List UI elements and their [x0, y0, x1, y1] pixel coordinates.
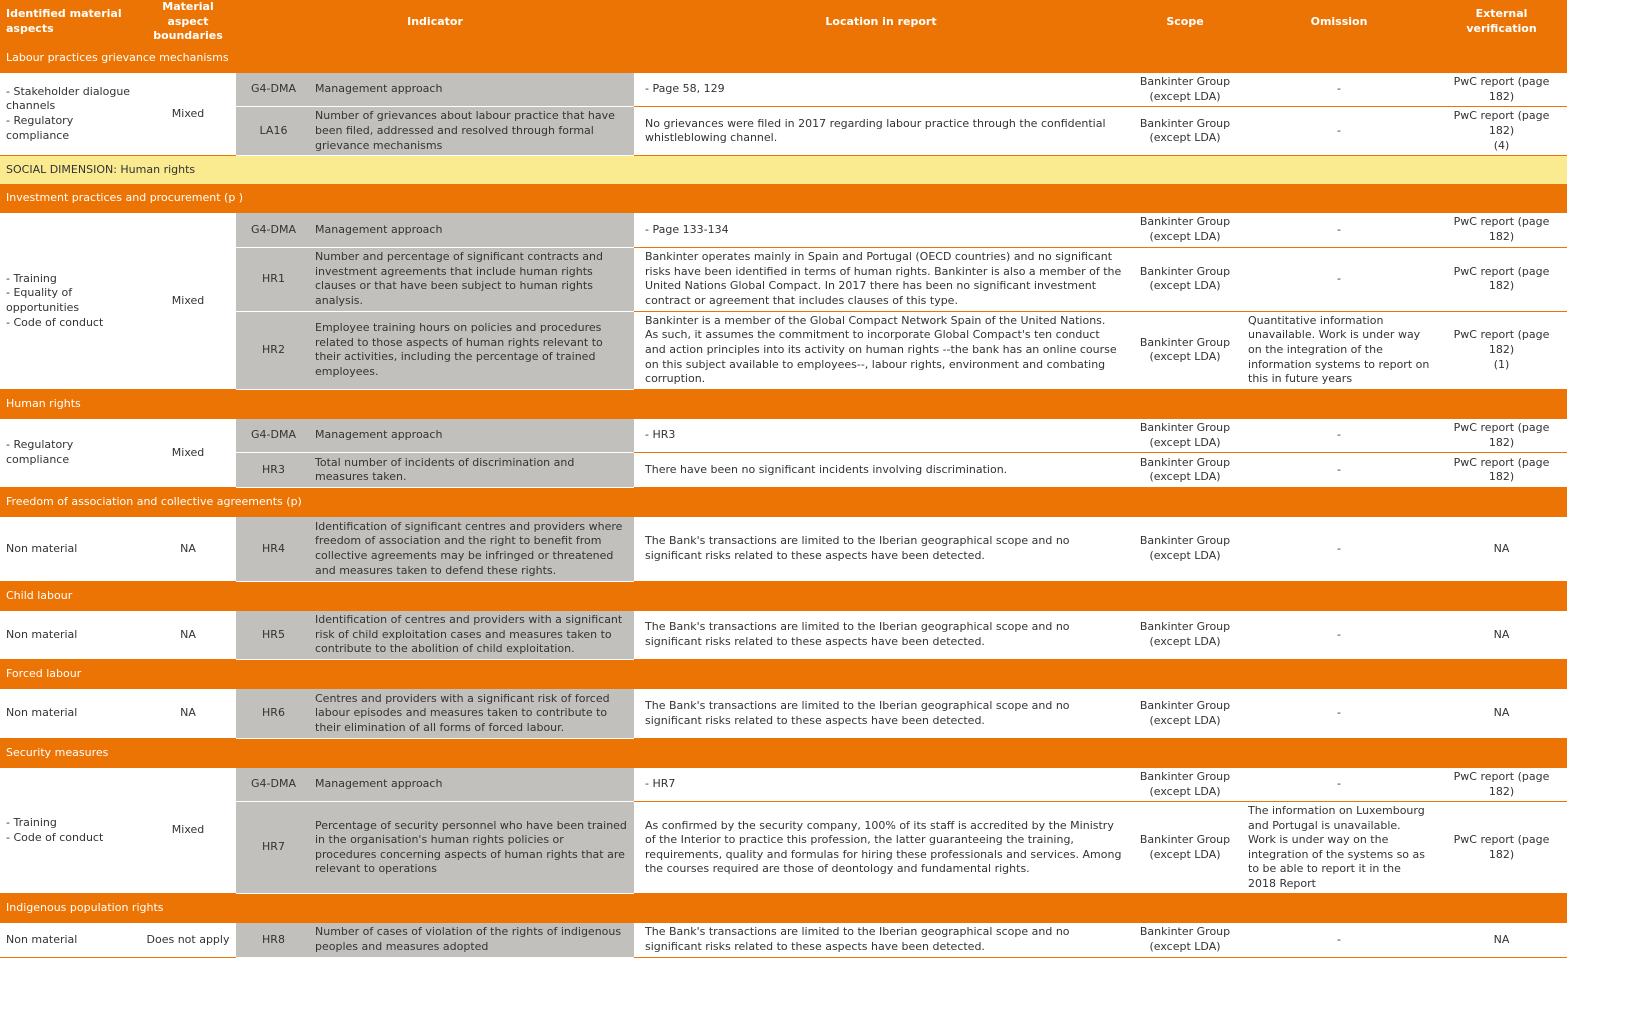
- indicator-description: Identification of significant centres and providers where freedom of association and the right to benefit from collective agreements may be infringed or threatened and measures taken to defend these rights.: [311, 517, 634, 581]
- boundary-cell: Mixed: [140, 419, 236, 488]
- section-row: [0, 389, 1567, 419]
- scope-cell: [1128, 768, 1242, 802]
- verification-cell: PwC report (page 182): [1436, 247, 1567, 311]
- omission-cell: -: [1242, 923, 1436, 957]
- report-location: The Bank's transactions are limited to the Iberian geographical scope and no significant risks related to these aspects have been detected.: [634, 611, 1128, 660]
- scope-line: (except LDA): [1149, 279, 1221, 293]
- report-location: - Page 133-134: [634, 213, 1128, 247]
- scope-line: Bankinter Group: [1139, 833, 1231, 847]
- aspect-item: - Code of conduct: [6, 315, 104, 329]
- verification-cell: [1436, 311, 1567, 389]
- scope-line: (except LDA): [1149, 713, 1221, 727]
- verification-cell: PwC report (page 182): [1436, 213, 1567, 247]
- scope-line: Bankinter Group: [1139, 420, 1231, 434]
- indicator-description: Number of grievances about labour practice that have been filed, addressed and resolved through formal grievance mechanisms: [311, 107, 634, 156]
- section-row: [0, 581, 1567, 611]
- aspect-item: - Training: [6, 271, 57, 285]
- section-row: [0, 488, 1567, 518]
- boundary-cell: Mixed: [140, 73, 236, 156]
- material-aspects-cell: [0, 73, 140, 156]
- section-title: Forced labour: [0, 660, 1567, 690]
- header-location: Location in report: [634, 0, 1128, 44]
- scope-cell: [1128, 453, 1242, 488]
- report-location: - HR3: [634, 419, 1128, 453]
- report-location: The Bank's transactions are limited to the Iberian geographical scope and no significant risks related to these aspects have been detected.: [634, 923, 1128, 957]
- scope-line: Bankinter Group: [1139, 534, 1231, 548]
- scope-line: (except LDA): [1149, 847, 1221, 861]
- indicator-code: HR5: [236, 611, 311, 660]
- indicator-description: Employee training hours on policies and procedures related to those aspects of human rights relevant to their activities, including the percentage of trained employees.: [311, 311, 634, 389]
- indicator-description: Centres and providers with a significant risk of forced labour episodes and measures taken to contribute to their elimination of all forms of forced labour.: [311, 689, 634, 738]
- scope-cell: [1128, 311, 1242, 389]
- scope-cell: [1128, 213, 1242, 247]
- section-row: [0, 738, 1567, 768]
- header-omission: Omission: [1242, 0, 1436, 44]
- header-indicator: Indicator: [236, 0, 634, 44]
- aspect-item: - Code of conduct: [6, 830, 104, 844]
- section-title: Child labour: [0, 581, 1567, 611]
- material-aspects-cell: [0, 213, 140, 389]
- indicator-code: G4-DMA: [236, 213, 311, 247]
- scope-line: (except LDA): [1149, 131, 1221, 145]
- indicator-code: HR1: [236, 247, 311, 311]
- verification-cell: NA: [1436, 517, 1567, 581]
- material-aspects-cell: Non material: [0, 611, 140, 660]
- scope-line: Bankinter Group: [1139, 925, 1231, 939]
- section-row: [0, 184, 1567, 213]
- table-row: [0, 923, 1567, 957]
- indicator-description: Management approach: [311, 419, 634, 453]
- report-location: - HR7: [634, 768, 1128, 802]
- header-aspects: Identified material aspects: [0, 0, 140, 44]
- omission-cell: -: [1242, 453, 1436, 488]
- scope-cell: [1128, 923, 1242, 957]
- report-location: Bankinter is a member of the Global Compact Network Spain of the United Nations. As such, it assumes the commitment to incorporate Global Compact's ten conduct and action principles into its activity on human rights --the bank has an online course on this subject available to employees--, labour rights, environment and combating corruption.: [634, 311, 1128, 389]
- verification-cell: [1436, 107, 1567, 156]
- scope-cell: [1128, 73, 1242, 107]
- omission-cell: -: [1242, 247, 1436, 311]
- table-row: [0, 311, 1567, 389]
- verification-cell: PwC report (page 182): [1436, 419, 1567, 453]
- scope-line: Bankinter Group: [1139, 264, 1231, 278]
- scope-cell: [1128, 517, 1242, 581]
- table-row: [0, 517, 1567, 581]
- indicator-code: HR3: [236, 453, 311, 488]
- material-aspects-cell: Non material: [0, 923, 140, 957]
- material-aspects-cell: [0, 419, 140, 488]
- table-row: [0, 768, 1567, 802]
- omission-cell: -: [1242, 213, 1436, 247]
- scope-line: Bankinter Group: [1139, 335, 1231, 349]
- omission-cell: -: [1242, 768, 1436, 802]
- material-aspects-cell: [0, 768, 140, 894]
- omission-cell: -: [1242, 517, 1436, 581]
- scope-line: (except LDA): [1149, 635, 1221, 649]
- table-header-row: [0, 0, 1567, 44]
- section-title: Indigenous population rights: [0, 894, 1567, 924]
- material-aspects-cell: Non material: [0, 517, 140, 581]
- aspect-item: - Regulatory compliance: [6, 114, 74, 142]
- header-scope: Scope: [1128, 0, 1242, 44]
- scope-line: (except LDA): [1149, 350, 1221, 364]
- indicator-code: HR2: [236, 311, 311, 389]
- omission-cell: The information on Luxembourg and Portugal is unavailable. Work is under way on the integration of the systems so as to be able to report it in the 2018 Report: [1242, 802, 1436, 894]
- verification-cell: PwC report (page 182): [1436, 453, 1567, 488]
- scope-cell: [1128, 689, 1242, 738]
- scope-line: (except LDA): [1149, 230, 1221, 244]
- boundary-cell: NA: [140, 517, 236, 581]
- omission-cell: -: [1242, 73, 1436, 107]
- verification-cell: PwC report (page 182): [1436, 768, 1567, 802]
- omission-cell: -: [1242, 611, 1436, 660]
- indicator-code: G4-DMA: [236, 768, 311, 802]
- boundary-cell: NA: [140, 611, 236, 660]
- scope-line: (except LDA): [1149, 89, 1221, 103]
- scope-cell: [1128, 247, 1242, 311]
- scope-line: Bankinter Group: [1139, 698, 1231, 712]
- report-location: The Bank's transactions are limited to the Iberian geographical scope and no significant risks related to these aspects have been detected.: [634, 517, 1128, 581]
- boundary-cell: Mixed: [140, 768, 236, 894]
- header-verification: External verification: [1436, 0, 1567, 44]
- verification-cell: NA: [1436, 689, 1567, 738]
- scope-line: Bankinter Group: [1139, 620, 1231, 634]
- indicator-code: G4-DMA: [236, 419, 311, 453]
- omission-cell: -: [1242, 689, 1436, 738]
- scope-line: Bankinter Group: [1139, 769, 1231, 783]
- scope-cell: [1128, 611, 1242, 660]
- verification-text: PwC report (page 182): [1453, 328, 1550, 356]
- indicator-description: Percentage of security personnel who have been trained in the organisation's human rights policies or procedures concerning aspects of human rights that are relevant to operations: [311, 802, 634, 894]
- scope-line: Bankinter Group: [1139, 455, 1231, 469]
- section-title: Labour practices grievance mechanisms: [0, 44, 1567, 73]
- indicator-description: Number and percentage of significant contracts and investment agreements that include human rights clauses or that have been subject to human rights analysis.: [311, 247, 634, 311]
- scope-line: (except LDA): [1149, 940, 1221, 954]
- scope-line: (except LDA): [1149, 435, 1221, 449]
- section-title: Security measures: [0, 738, 1567, 768]
- boundary-cell: Does not apply: [140, 923, 236, 957]
- verification-cell: PwC report (page 182): [1436, 802, 1567, 894]
- indicator-description: Management approach: [311, 768, 634, 802]
- aspect-item: - Regulatory compliance: [6, 438, 74, 467]
- material-aspects-cell: Non material: [0, 689, 140, 738]
- indicator-description: Total number of incidents of discrimination and measures taken.: [311, 453, 634, 488]
- scope-line: Bankinter Group: [1139, 74, 1231, 88]
- table-row: [0, 73, 1567, 107]
- aspect-item: - Training: [6, 815, 57, 829]
- aspect-item: - Stakeholder dialogue channels: [6, 84, 131, 113]
- indicator-code: LA16: [236, 107, 311, 156]
- report-location: Bankinter operates mainly in Spain and Portugal (OECD countries) and no significant risks have been identified in terms of human rights. Bankinter is also a member of the United Nations Global Compact. In 2017 there has been no significant investment contract or agreement that includes clauses of this type.: [634, 247, 1128, 311]
- verification-text: PwC report (page 182): [1453, 109, 1550, 137]
- indicator-code: HR4: [236, 517, 311, 581]
- report-location: No grievances were filed in 2017 regarding labour practice through the confidential whistleblowing channel.: [634, 107, 1128, 156]
- verification-cell: PwC report (page 182): [1436, 73, 1567, 107]
- table-row: [0, 107, 1567, 156]
- table-row: [0, 247, 1567, 311]
- omission-cell: -: [1242, 107, 1436, 156]
- scope-line: (except LDA): [1149, 549, 1221, 563]
- dimension-row: [0, 156, 1567, 185]
- table-row: [0, 419, 1567, 453]
- report-location: - Page 58, 129: [634, 73, 1128, 107]
- scope-line: Bankinter Group: [1139, 215, 1231, 229]
- indicator-code: HR8: [236, 923, 311, 957]
- indicator-description: Identification of centres and providers with a significant risk of child exploitation cases and measures taken to contribute to the abolition of child exploitation.: [311, 611, 634, 660]
- dimension-title: SOCIAL DIMENSION: Human rights: [0, 156, 1567, 185]
- section-row: [0, 660, 1567, 690]
- section-title: Investment practices and procurement (p ): [0, 184, 1567, 213]
- scope-cell: [1128, 107, 1242, 156]
- indicator-description: Management approach: [311, 213, 634, 247]
- indicator-code: G4-DMA: [236, 73, 311, 107]
- indicator-code: HR6: [236, 689, 311, 738]
- section-title: Human rights: [0, 389, 1567, 419]
- section-row: [0, 894, 1567, 924]
- scope-line: (except LDA): [1149, 784, 1221, 798]
- report-location: As confirmed by the security company, 100% of its staff is accredited by the Ministry of the Interior to practice this profession, the latter guaranteeing the training, requirements, quality and formulas for hiring these professionals and services. Among the courses required are those of deontology and fundamental rights.: [634, 802, 1128, 894]
- omission-cell: Quantitative information unavailable. Work is under way on the integration of the information systems to report on this in future years: [1242, 311, 1436, 389]
- section-row: [0, 44, 1567, 73]
- table-row: [0, 453, 1567, 488]
- header-boundaries: Material aspect boundaries: [140, 0, 236, 44]
- table-row: [0, 611, 1567, 660]
- verification-note: (4): [1493, 138, 1510, 152]
- scope-cell: [1128, 802, 1242, 894]
- section-title: Freedom of association and collective agreements (p): [0, 488, 1567, 518]
- aspect-item: - Equality of opportunities: [6, 286, 80, 315]
- scope-line: Bankinter Group: [1139, 116, 1231, 130]
- indicator-description: Number of cases of violation of the rights of indigenous peoples and measures adopted: [311, 923, 634, 957]
- scope-cell: [1128, 419, 1242, 453]
- report-location: There have been no significant incidents involving discrimination.: [634, 453, 1128, 488]
- verification-note: (1): [1493, 357, 1510, 371]
- scope-line: (except LDA): [1149, 470, 1221, 484]
- verification-cell: NA: [1436, 923, 1567, 957]
- indicator-description: Management approach: [311, 73, 634, 107]
- omission-cell: -: [1242, 419, 1436, 453]
- table-row: [0, 689, 1567, 738]
- verification-cell: NA: [1436, 611, 1567, 660]
- boundary-cell: Mixed: [140, 213, 236, 389]
- table-row: [0, 213, 1567, 247]
- table-row: [0, 802, 1567, 894]
- report-location: The Bank's transactions are limited to the Iberian geographical scope and no significant risks related to these aspects have been detected.: [634, 689, 1128, 738]
- boundary-cell: NA: [140, 689, 236, 738]
- indicator-code: HR7: [236, 802, 311, 894]
